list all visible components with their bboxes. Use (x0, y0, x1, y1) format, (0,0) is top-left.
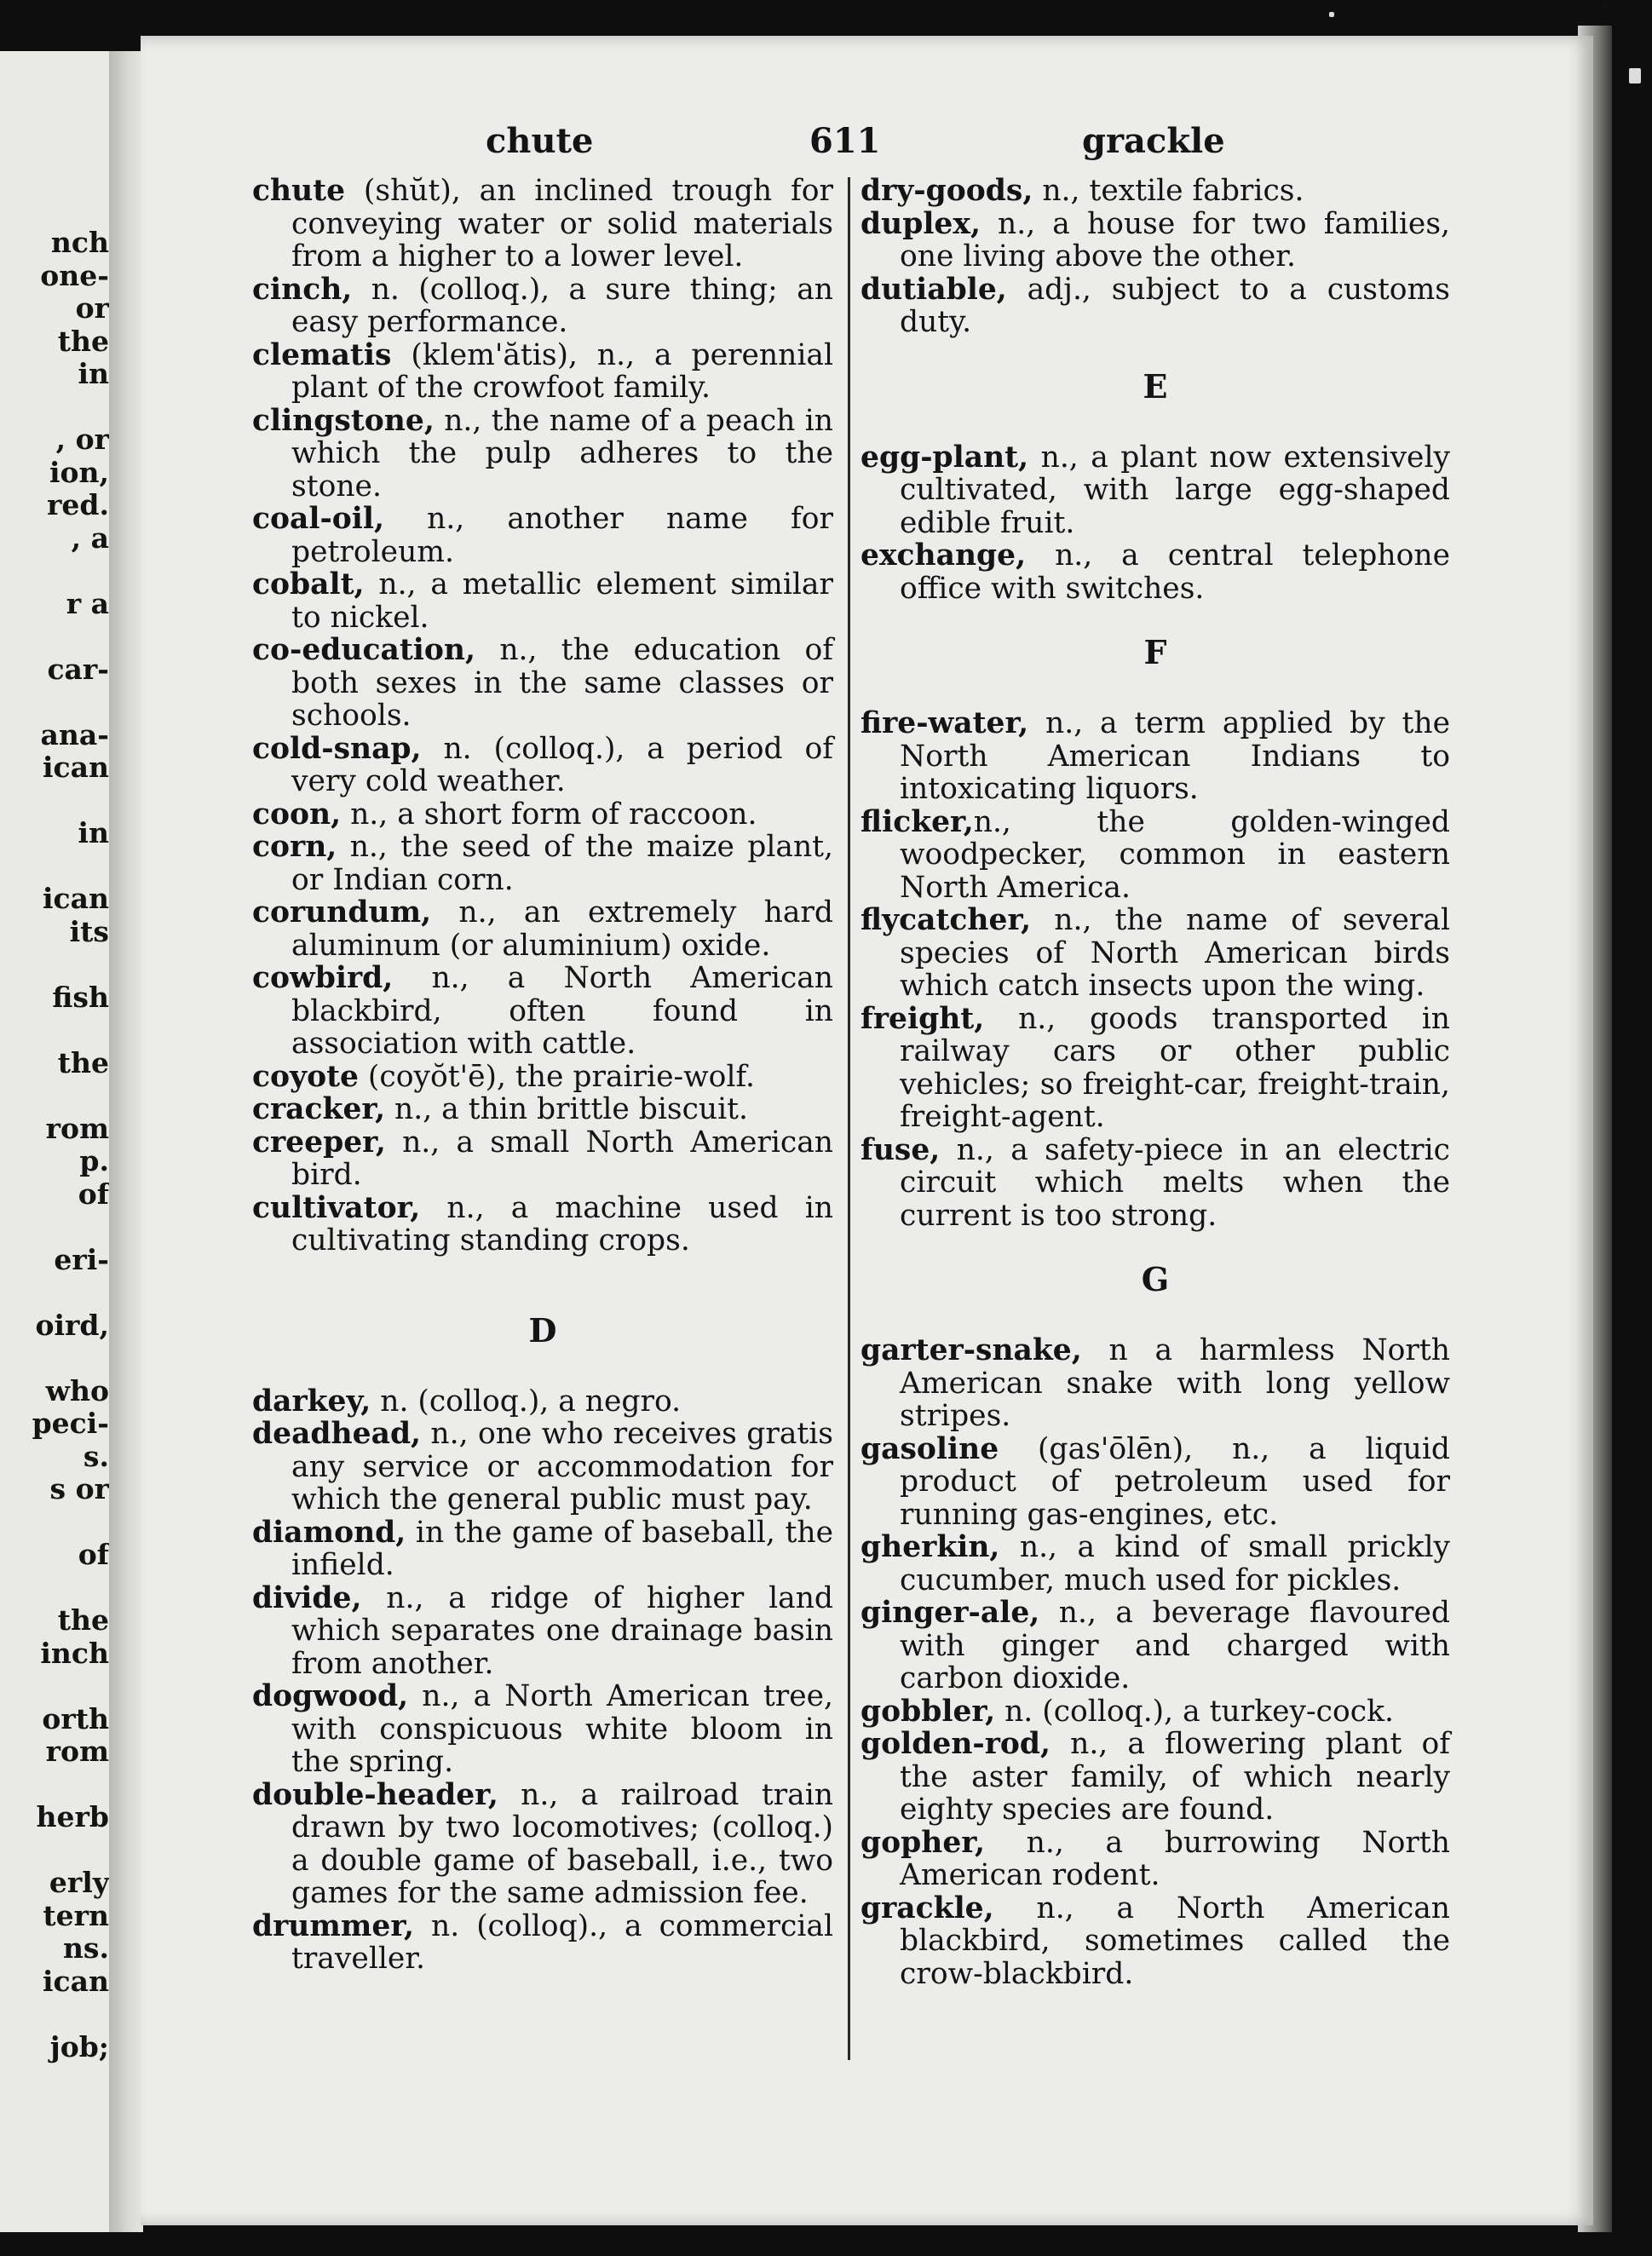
dictionary-entry (861, 1695, 1450, 1729)
entry-headword: clematis (252, 337, 392, 372)
dictionary-entry (252, 339, 833, 405)
column-divider (848, 177, 850, 2060)
entry-definition: n., a term applied by the North American Indians to intoxicating liquors. (900, 706, 1450, 806)
previous-page-fragment: herb (36, 1800, 109, 1833)
entry-headword: fuse, (861, 1132, 941, 1167)
entry-definition: n. (colloq.), a sure thing; an easy performance. (291, 272, 833, 339)
dictionary-entry (252, 1093, 833, 1126)
entry-definition: n., the name of a peach in which the pulp adheres to the stone. (291, 403, 833, 504)
entry-definition: (coyŏt'ē), the prairie-wolf. (358, 1059, 755, 1094)
entry-definition: n., textile fabrics. (1033, 174, 1304, 208)
previous-page-fragment: ion, (49, 455, 109, 489)
dictionary-entry (861, 904, 1450, 1003)
previous-page-fragment: red. (47, 488, 109, 521)
previous-page-fragment: oird, (35, 1308, 109, 1342)
entry-headword: double-header, (252, 1777, 498, 1812)
entry-headword: cobalt, (252, 567, 365, 601)
entry-definition: n., one who receives gratis any service or accommodation for which the general public must pay. (291, 1417, 833, 1516)
previous-page-fragment: ican (42, 1964, 109, 1998)
entry-headword: dutiable, (861, 272, 1007, 307)
entry-definition: n., a machine used in cultivating standing crops. (291, 1190, 833, 1257)
entry-headword: fire-water, (861, 706, 1029, 740)
entry-definition: n., a flowering plant of the aster family, of which nearly eighty species are found. (900, 1727, 1450, 1827)
entry-headword: cracker, (252, 1092, 386, 1126)
previous-page-fragment: , a (71, 521, 109, 555)
dictionary-entry (252, 1126, 833, 1192)
dictionary-entry (861, 1597, 1450, 1695)
entry-definition: n., a short form of raccoon. (341, 797, 757, 832)
entry-headword: deadhead, (252, 1417, 422, 1451)
section-spacer (861, 670, 1450, 707)
section-spacer (861, 1297, 1450, 1334)
section-spacer (861, 605, 1450, 636)
previous-page-fragment: the (57, 1045, 109, 1079)
entry-definition: n. (colloq.), a negro. (371, 1384, 682, 1419)
previous-page-fragment: or (75, 291, 109, 325)
entry-headword: cowbird, (252, 961, 394, 995)
dictionary-entry (252, 733, 833, 798)
entry-definition: n., a thin brittle biscuit. (385, 1092, 748, 1126)
entry-headword: drummer, (252, 1908, 415, 1943)
previous-page-fragment: s or (49, 1472, 109, 1505)
entry-definition: n., a North American blackbird, often found in association with cattle. (291, 961, 833, 1061)
dictionary-entry (252, 896, 833, 962)
previous-page-fragment: of (78, 1177, 109, 1211)
entry-definition: n., the name of several species of North American birds which catch insects upon the wing. (900, 903, 1450, 1003)
entry-headword: flycatcher, (861, 903, 1032, 937)
entry-definition: n. (colloq.), a period of very cold weather. (291, 731, 833, 798)
section-spacer (861, 339, 1450, 370)
previous-page-fragment: erly (49, 1866, 109, 1899)
entry-definition: n., a North American blackbird, sometimes called the crow-blackbird. (900, 1891, 1450, 1991)
entry-definition: n., a safety-piece in an electric circuit which melts when the current is too strong. (900, 1132, 1450, 1233)
entry-definition: (gas'ōlēn), n., a liquid product of petroleum used for running gas-engines, etc. (900, 1431, 1450, 1532)
previous-page-fragment: inch (40, 1636, 109, 1670)
scan-speck (1629, 68, 1641, 83)
entry-headword: gherkin, (861, 1530, 1000, 1564)
dictionary-entry (861, 175, 1450, 208)
previous-page-fragment: job; (49, 2029, 109, 2063)
running-head-left: chute (486, 121, 594, 161)
previous-page-fragment: rom (45, 1735, 109, 1768)
dictionary-entry (861, 539, 1450, 605)
previous-page-fragment: ns. (62, 1931, 109, 1965)
previous-page-fragment: in (78, 816, 109, 849)
dictionary-entry (252, 831, 833, 896)
previous-page-fragment: orth (42, 1701, 109, 1735)
previous-page-fragment: the (57, 1603, 109, 1637)
entry-definition: n., the education of both sexes in the same classes or schools. (291, 633, 833, 733)
entry-headword: gobbler, (861, 1694, 996, 1729)
dictionary-entry (252, 1779, 833, 1910)
previous-page-fragment: its (69, 914, 109, 948)
entry-definition: n., goods transported in railway cars or other public vehicles; so freight-car, freight-train, freight-agent. (900, 1001, 1450, 1134)
previous-page-fragment: car- (47, 652, 109, 686)
previous-page-fragment: in (78, 357, 109, 390)
page-number: 611 (809, 121, 881, 161)
dictionary-entry (252, 1582, 833, 1681)
dictionary-entry (252, 1385, 833, 1419)
entry-definition: n., a small North American bird. (291, 1125, 833, 1192)
entry-headword: darkey, (252, 1384, 371, 1419)
entry-definition: n., a central telephone office with switches. (900, 538, 1450, 606)
dictionary-entry (861, 707, 1450, 806)
entry-headword: creeper, (252, 1125, 386, 1160)
entry-headword: grackle, (861, 1891, 994, 1925)
previous-page-fragment: s. (83, 1439, 109, 1473)
previous-page-fragment: rom (45, 1111, 109, 1145)
entry-definition: n. (colloq)., a commercial traveller. (291, 1908, 833, 1976)
entry-definition: n. (colloq.), a turkey-cock. (995, 1694, 1394, 1729)
dictionary-entry (252, 503, 833, 568)
entry-definition: in the game of baseball, the infield. (291, 1515, 833, 1582)
section-spacer (861, 1232, 1450, 1263)
dictionary-entry (861, 1892, 1450, 1991)
previous-page-fragment: p. (79, 1144, 109, 1177)
section-letter: D (528, 1310, 557, 1350)
entry-headword: dry-goods, (861, 174, 1033, 208)
entry-definition: adj., subject to a customs duty. (900, 272, 1450, 339)
entry-headword: co-education, (252, 633, 476, 667)
dictionary-entry (861, 1531, 1450, 1597)
entry-definition: (klem'ătis), n., a perennial plant of the crowfoot family. (291, 337, 833, 405)
previous-page-fragment: eri- (54, 1242, 109, 1276)
entry-headword: exchange, (861, 538, 1027, 573)
previous-page-fragment: fish (52, 980, 109, 1014)
dictionary-entry (252, 568, 833, 634)
scan-speck (1329, 12, 1334, 17)
entry-definition: n., a house for two families, one living above the other. (900, 206, 1450, 273)
entry-definition: n., a North American tree, with conspicuous white bloom in the spring. (291, 1679, 833, 1779)
entry-headword: duplex, (861, 206, 981, 241)
entry-headword: dogwood, (252, 1679, 409, 1713)
dictionary-entry (861, 1433, 1450, 1532)
entry-headword: clingstone, (252, 403, 435, 438)
section-letter: F (1143, 633, 1167, 671)
left-column (252, 175, 833, 1976)
dictionary-entry (252, 1192, 833, 1257)
previous-page-fragment: ana- (40, 717, 109, 751)
running-head-right: grackle (1082, 121, 1225, 161)
entry-headword: golden-rod, (861, 1727, 1051, 1761)
dictionary-entry (252, 273, 833, 339)
entry-definition: n., another name for petroleum. (291, 502, 833, 569)
dictionary-entry (861, 1728, 1450, 1827)
entry-headword: cold-snap, (252, 731, 422, 766)
dictionary-entry (861, 1334, 1450, 1433)
entry-headword: coal-oil, (252, 502, 385, 536)
entry-headword: divide, (252, 1580, 362, 1615)
entry-headword: egg-plant, (861, 440, 1029, 475)
previous-page-edge (0, 51, 111, 2232)
entry-headword: gopher, (861, 1825, 985, 1860)
dictionary-entry (861, 1134, 1450, 1233)
entry-definition: n., a beverage flavoured with ginger and charged with carbon dioxide. (900, 1596, 1450, 1695)
previous-page-fragment: r a (66, 586, 109, 620)
dictionary-entry (252, 1061, 833, 1094)
dictionary-entry (861, 1827, 1450, 1892)
previous-page-fragment: who (45, 1373, 109, 1407)
section-spacer (252, 1348, 833, 1385)
entry-definition: n., a metallic element similar to nickel. (291, 567, 833, 635)
entry-definition: n., a ridge of higher land which separates one drainage basin from another. (291, 1580, 833, 1681)
entry-definition: n., a plant now extensively cultivated, with large egg-shaped edible fruit. (900, 440, 1450, 540)
dictionary-entry (252, 798, 833, 832)
dictionary-entry (861, 273, 1450, 339)
entry-definition: n., a kind of small prickly cucumber, much used for pickles. (900, 1530, 1450, 1597)
dictionary-entry (252, 405, 833, 504)
dictionary-entry (252, 634, 833, 733)
entry-headword: gasoline (861, 1431, 999, 1466)
entry-headword: cultivator, (252, 1190, 421, 1225)
section-spacer (252, 1257, 833, 1314)
entry-definition: (shŭt), an inclined trough for conveying water or solid materials from a higher to a lower level. (291, 174, 833, 273)
previous-page-fragment: tern (43, 1898, 109, 1932)
previous-page-fragment: nch (50, 226, 109, 259)
entry-headword: coyote (252, 1059, 359, 1094)
previous-page-fragment: one- (40, 258, 109, 292)
scan-speck (1602, 2, 1609, 9)
entry-headword: corn, (252, 830, 337, 864)
entry-definition: n., a burrowing North American rodent. (900, 1825, 1450, 1892)
entry-headword: corundum, (252, 895, 432, 929)
right-column (861, 175, 1450, 1990)
dictionary-entry (861, 806, 1450, 905)
entry-headword: chute (252, 174, 346, 208)
entry-definition: n., the seed of the maize plant, or Indian corn. (291, 830, 833, 897)
entry-headword: freight, (861, 1001, 985, 1036)
dictionary-entry (252, 962, 833, 1061)
section-spacer (861, 404, 1450, 441)
dictionary-entry (252, 1516, 833, 1582)
entry-definition: n a harmless North American snake with long yellow stripes. (900, 1333, 1450, 1433)
dictionary-entry (252, 1418, 833, 1516)
entry-definition: n., a railroad train drawn by two locomotives; (colloq.) a double game of baseball, i.e., two games for the same admission fee. (291, 1777, 833, 1910)
entry-headword: cinch, (252, 272, 353, 307)
dictionary-entry (861, 208, 1450, 273)
book-gutter (109, 51, 143, 2232)
dictionary-entry (861, 1003, 1450, 1134)
section-letter: G (1141, 1260, 1170, 1298)
previous-page-fragment: peci- (32, 1407, 109, 1440)
entry-headword: ginger-ale, (861, 1596, 1040, 1630)
entry-definition: n., an extremely hard aluminum (or aluminium) oxide. (291, 895, 833, 963)
dictionary-entry (861, 441, 1450, 540)
entry-headword: diamond, (252, 1515, 406, 1550)
dictionary-entry (252, 1910, 833, 1976)
section-letter: E (1143, 366, 1168, 406)
dictionary-entry (252, 175, 833, 273)
previous-page-fragment: ican (42, 751, 109, 784)
previous-page-fragment: ican (42, 882, 109, 915)
previous-page-fragment: the (57, 324, 109, 358)
entry-definition: n., the golden-winged woodpecker, common in eastern North America. (900, 804, 1450, 905)
entry-headword: coon, (252, 797, 342, 832)
entry-headword: flicker, (861, 804, 974, 839)
dictionary-entry (252, 1680, 833, 1779)
entry-headword: garter-snake, (861, 1333, 1082, 1367)
previous-page-fragment: of (78, 1538, 109, 1571)
previous-page-fragment: , or (55, 423, 109, 456)
